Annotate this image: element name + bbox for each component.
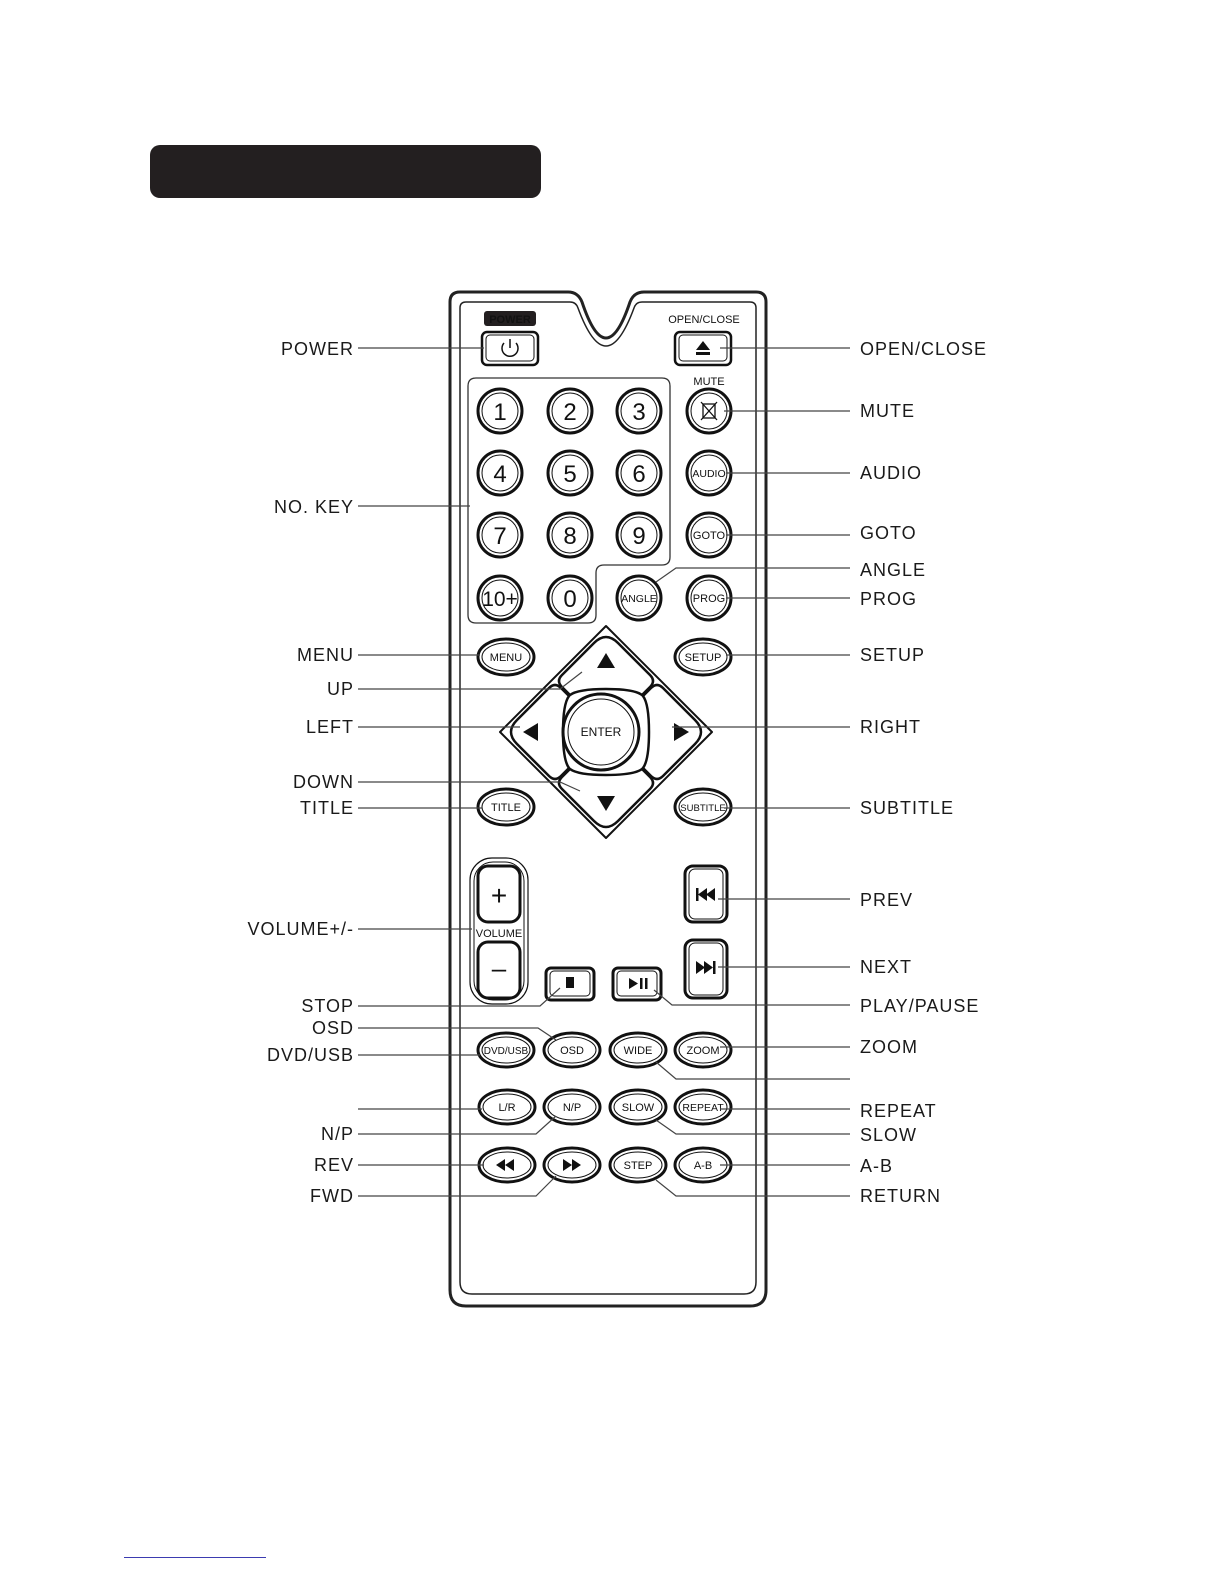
callout-prev: PREV — [860, 890, 914, 910]
setup-button[interactable] — [675, 639, 731, 675]
callout-menu: MENU — [297, 645, 354, 665]
zoom-button[interactable] — [675, 1033, 731, 1067]
callout-return: RETURN — [860, 1186, 941, 1206]
power-button[interactable] — [482, 332, 538, 365]
number-key-0[interactable] — [548, 576, 592, 620]
svg-text:GOTO: GOTO — [692, 530, 726, 542]
callout-audio: AUDIO — [860, 463, 923, 483]
number-key-9[interactable] — [617, 513, 661, 557]
svg-text:POWER: POWER — [489, 314, 531, 326]
volume-caption: VOLUME — [475, 928, 523, 940]
callout-setup: SETUP — [860, 645, 926, 665]
svg-text:2: 2 — [563, 399, 577, 426]
number-key-10plus[interactable] — [478, 576, 522, 620]
callout-ab: A-B — [860, 1156, 894, 1176]
svg-text:6: 6 — [632, 461, 646, 488]
fwd-button[interactable] — [544, 1148, 600, 1182]
svg-text:AUDIO: AUDIO — [692, 468, 726, 480]
number-key-3[interactable] — [617, 389, 661, 433]
callout-power: POWER — [280, 339, 354, 359]
callout-angle: ANGLE — [860, 560, 927, 580]
svg-text:7: 7 — [493, 523, 507, 550]
volume-up-button[interactable] — [478, 866, 520, 922]
svg-text:OSD: OSD — [560, 1045, 584, 1057]
callout-left: LEFT — [305, 717, 354, 737]
svg-text:SLOW: SLOW — [621, 1102, 655, 1114]
callout-goto: GOTO — [860, 523, 917, 543]
svg-text:WIDE: WIDE — [623, 1045, 653, 1057]
callout-np: N/P — [320, 1124, 354, 1144]
callout-mute: MUTE — [860, 401, 915, 421]
enter-button[interactable] — [563, 694, 639, 770]
play-pause-button[interactable] — [613, 968, 661, 1000]
callout-slow: SLOW — [860, 1125, 918, 1145]
callout-prog: PROG — [860, 589, 918, 609]
callout-repeat: REPEAT — [860, 1101, 937, 1121]
subtitle-button[interactable] — [675, 789, 731, 825]
volume-down-button[interactable] — [478, 942, 520, 998]
svg-text:DVD/USB: DVD/USB — [483, 1046, 529, 1057]
svg-text:ENTER: ENTER — [580, 725, 622, 739]
number-key-7[interactable] — [478, 513, 522, 557]
open-close-caption: OPEN/CLOSE — [668, 314, 740, 326]
rev-button[interactable] — [479, 1148, 535, 1182]
svg-text:0: 0 — [563, 586, 577, 613]
callout-dvd-usb: DVD/USB — [266, 1045, 354, 1065]
svg-text:STEP: STEP — [623, 1160, 653, 1172]
footer-underline-link[interactable] — [124, 1557, 266, 1558]
callout-down: DOWN — [293, 772, 354, 792]
svg-text:REPEAT: REPEAT — [682, 1102, 724, 1114]
svg-text:10+: 10+ — [482, 588, 518, 611]
svg-text:ZOOM: ZOOM — [686, 1045, 720, 1057]
svg-text:N/P: N/P — [562, 1102, 582, 1114]
svg-text:3: 3 — [632, 399, 646, 426]
svg-text:SUBTITLE: SUBTITLE — [680, 803, 726, 814]
callout-next: NEXT — [860, 957, 913, 977]
stop-icon — [566, 977, 574, 988]
svg-text:MENU: MENU — [489, 652, 523, 664]
callout-stop: STOP — [301, 996, 354, 1016]
prog-button[interactable] — [687, 576, 731, 620]
callout-rev: REV — [313, 1155, 354, 1175]
callout-title: TITLE — [299, 798, 354, 818]
svg-text:4: 4 — [493, 461, 507, 488]
number-key-1[interactable] — [478, 389, 522, 433]
section-header-bar — [150, 145, 541, 198]
callout-play-pause: PLAY/PAUSE — [860, 996, 980, 1016]
lr-button[interactable] — [479, 1090, 535, 1124]
svg-text:A-B: A-B — [693, 1160, 713, 1172]
mute-caption: MUTE — [693, 376, 725, 388]
callout-up: UP — [326, 679, 354, 699]
svg-text:+: + — [490, 880, 508, 911]
svg-text:L/R: L/R — [498, 1102, 516, 1114]
number-key-4[interactable] — [478, 451, 522, 495]
svg-text:PROG: PROG — [692, 593, 726, 605]
svg-text:TITLE: TITLE — [491, 802, 521, 814]
audio-button[interactable] — [687, 451, 731, 495]
number-key-8[interactable] — [548, 513, 592, 557]
number-key-5[interactable] — [548, 451, 592, 495]
number-key-2[interactable] — [548, 389, 592, 433]
number-key-6[interactable] — [617, 451, 661, 495]
angle-button[interactable] — [617, 576, 661, 620]
step-button[interactable] — [610, 1148, 666, 1182]
svg-text:ANGLE: ANGLE — [621, 593, 657, 605]
callout-zoom: ZOOM — [860, 1037, 918, 1057]
callout-fwd: FWD — [310, 1186, 354, 1206]
svg-text:–: – — [491, 953, 507, 983]
dvd-usb-button[interactable] — [478, 1033, 534, 1067]
power-badge — [484, 311, 536, 326]
svg-text:1: 1 — [493, 399, 507, 426]
callout-subtitle: SUBTITLE — [860, 798, 955, 818]
repeat-button[interactable] — [675, 1090, 731, 1124]
title-button[interactable] — [478, 789, 534, 825]
prev-button[interactable] — [685, 866, 727, 922]
svg-text:SETUP: SETUP — [684, 652, 722, 664]
slow-button[interactable] — [610, 1090, 666, 1124]
callout-osd: OSD — [311, 1018, 354, 1038]
callout-right: RIGHT — [860, 717, 921, 737]
callout-no-key: NO. KEY — [273, 497, 354, 517]
menu-button[interactable] — [478, 639, 534, 675]
svg-text:8: 8 — [563, 523, 577, 550]
callout-open-close: OPEN/CLOSE — [860, 339, 988, 359]
goto-button[interactable] — [687, 513, 731, 557]
callout-volume: VOLUME+/- — [247, 919, 354, 939]
next-button[interactable] — [685, 940, 727, 998]
svg-text:9: 9 — [632, 523, 646, 550]
wide-button[interactable] — [610, 1033, 666, 1067]
stop-button[interactable] — [546, 968, 594, 1000]
svg-text:5: 5 — [563, 461, 577, 488]
